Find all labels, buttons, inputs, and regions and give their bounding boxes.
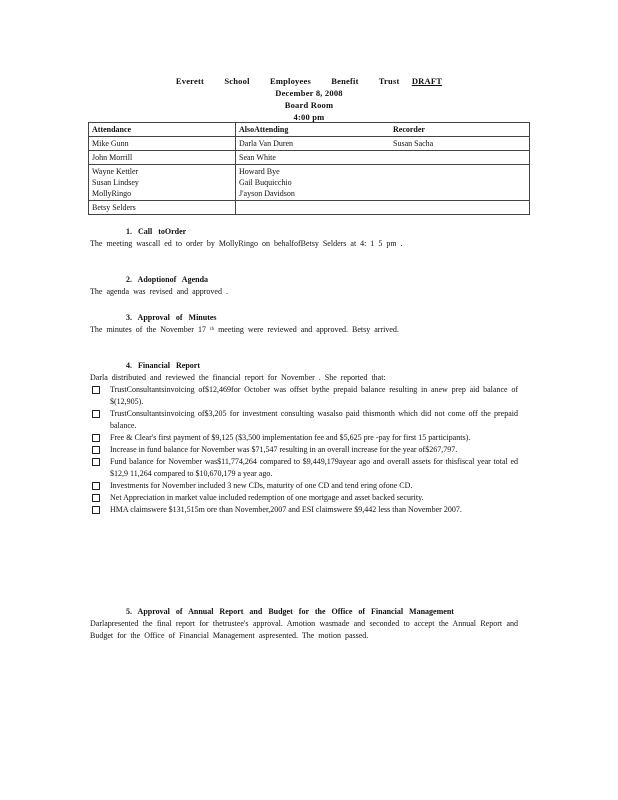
list-item: HMA claimswere $131,515m ore than November,2007 and ESI claimswere $9,442 less than November 2007. <box>90 504 518 516</box>
checkbox-bullet-icon <box>92 506 100 514</box>
section-title: 5. Approval of Annual Report and Budget for the Office of Financial Management <box>126 607 454 616</box>
attendee-name: MollyRingo <box>92 189 132 198</box>
financial-bullet-list <box>90 384 518 516</box>
section-body: The minutes of the November 17 ᵗʰ meeting were reviewed and approved. Betsy arrived. <box>90 325 399 334</box>
table-row <box>89 137 530 151</box>
checkbox-bullet-icon <box>92 494 100 502</box>
attendee-name: Betsy Selders <box>89 201 236 215</box>
also-attending-heading: AlsoAttending <box>236 123 391 137</box>
section-title: 2. Adoptionof Agenda <box>126 275 209 284</box>
section-intro: Darla distributed and reviewed the financial report for November . She reported that: <box>90 373 386 382</box>
section-body: Darlapresented the final report for thetrustee's approval. Amotion wasmade and seconded to accept the Annual Report and Budget for the Office of Financial Management aspresented. The motion passed. <box>90 619 518 640</box>
checkbox-bullet-icon <box>92 434 100 442</box>
checkbox-bullet-icon <box>92 458 100 466</box>
table-row <box>89 123 530 137</box>
list-item: Fund balance for November was$11,774,264 compared to $9,449,179ayear ago and overall assets for thisfiscal year total ed $12,9 11,264 compared to $10,670,179 a year ago. <box>90 456 518 480</box>
section-title: 3. Approval of Minutes <box>126 313 217 322</box>
list-item: Increase in fund balance for November was $71,547 resulting in an overall increase for the year of$267,797. <box>90 444 518 456</box>
section-body: The meeting wascall ed to order by MollyRingo on behalfofBetsy Selders at 4: 1 5 pm . <box>90 239 403 248</box>
checkbox-bullet-icon <box>92 410 100 418</box>
list-item: Free & Clear's first payment of $9,125 ($3,500 implementation fee and $5,625 pre -pay for first 15 participants). <box>90 432 518 444</box>
draft-label: DRAFT <box>411 76 443 86</box>
section-adoption-of-agenda <box>90 274 518 298</box>
meeting-date: December 8, 2008 <box>275 88 343 98</box>
section-annual-report-approval <box>90 606 518 642</box>
table-row <box>89 201 530 215</box>
list-item: Investments for November included 3 new CDs, maturity of one CD and tend ering ofone CD. <box>90 480 518 492</box>
meeting-time: 4:00 pm <box>293 112 325 122</box>
list-item: TrustConsultantsinvoicing of$3,205 for investment consulting wasalso paid thismonth which did not come off the prepaid balance. <box>90 408 518 432</box>
attendee-name: Wayne Kettler <box>92 167 139 176</box>
section-body: The agenda was revised and approved . <box>90 287 228 296</box>
also-attending-name: Sean White <box>236 151 391 165</box>
header-title-line <box>0 76 618 86</box>
section-title: 4. Financial Report <box>126 361 200 370</box>
checkbox-bullet-icon <box>92 386 100 394</box>
recorder-heading: Recorder <box>390 123 530 137</box>
section-title: 1. Call toOrder <box>126 227 187 236</box>
list-item: TrustConsultantsinvoicing of$12,469for October was offset bythe prepaid balance resulting in anew prep aid balance of $(12,905). <box>90 384 518 408</box>
also-attending-name: J'ayson Davidson <box>239 189 295 198</box>
also-attending-name: Howard Bye <box>239 167 280 176</box>
table-row <box>89 165 530 201</box>
attendance-heading: Attendance <box>89 123 236 137</box>
attendance-table <box>88 122 530 215</box>
table-row <box>89 151 530 165</box>
list-item: Net Appreciation in market value included redemption of one mortgage and asset backed security. <box>90 492 518 504</box>
section-call-to-order <box>90 226 518 250</box>
also-attending-name: Gail Buquicchio <box>239 178 292 187</box>
attendee-name: John Morrill <box>89 151 236 165</box>
also-attending-name: Darla Van Duren <box>236 137 391 151</box>
checkbox-bullet-icon <box>92 446 100 454</box>
section-financial-report <box>90 360 518 516</box>
attendee-name: Mike Gunn <box>89 137 236 151</box>
trust-name: Everett School Employees Benefit Trust <box>175 76 400 86</box>
recorder-name: Susan Sacha <box>390 137 530 151</box>
attendee-name: Susan Lindsey <box>92 178 139 187</box>
checkbox-bullet-icon <box>92 482 100 490</box>
section-approval-of-minutes <box>90 312 518 336</box>
meeting-location: Board Room <box>284 100 334 110</box>
